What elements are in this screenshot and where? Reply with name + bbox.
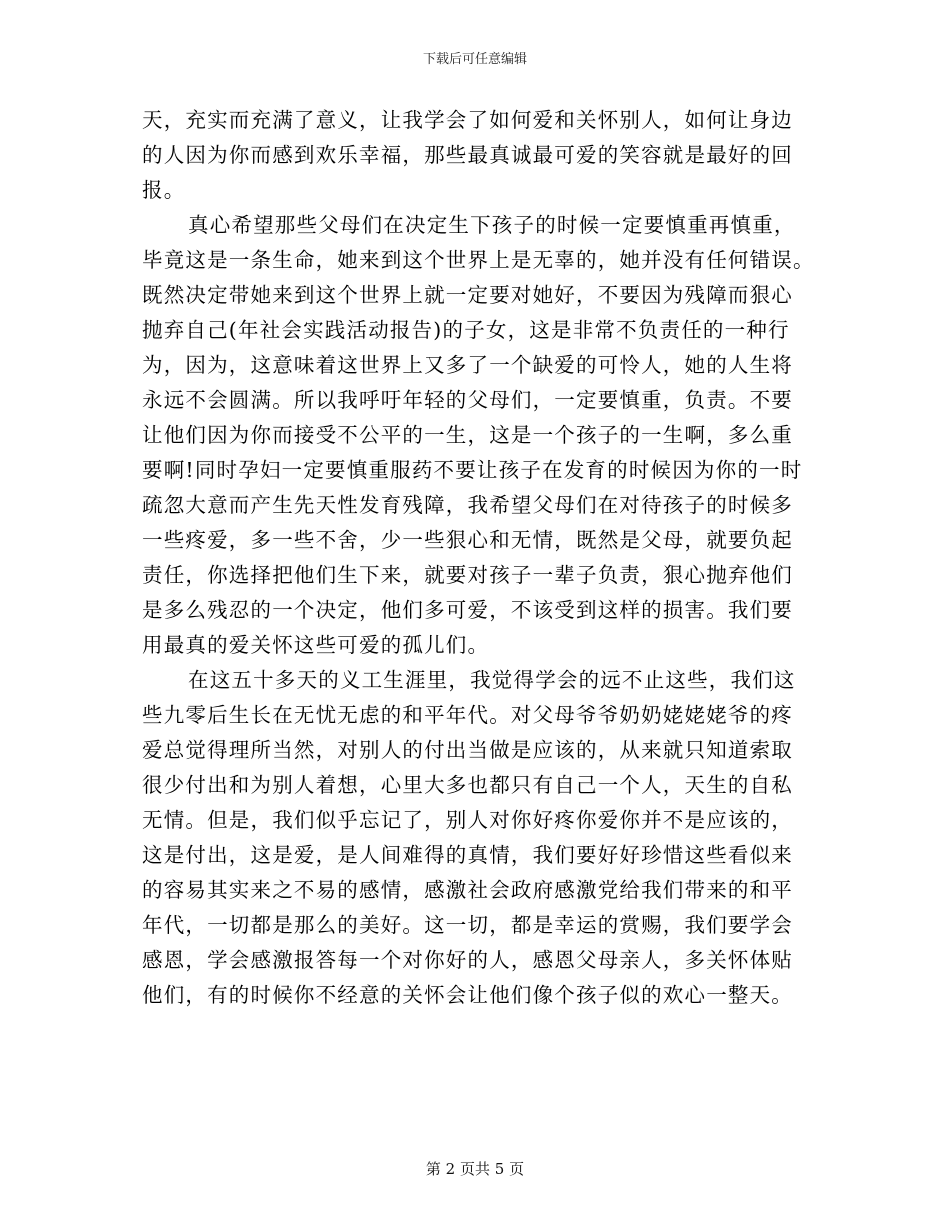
text-line: 很少付出和为别人着想，心里大多也都只有自己一个人，天生的自私	[142, 773, 793, 797]
text-line: 毕竟这是一条生命，她来到这个世界上是无辜的，她并没有任何错误。	[142, 248, 815, 272]
text-line: 要啊!同时孕妇一定要慎重服药不要让孩子在发育的时候因为你的一时	[142, 458, 803, 482]
paragraph-3	[142, 663, 810, 1013]
text-line: 既然决定带她来到这个世界上就一定要对她好，不要因为残障而狠心	[142, 283, 793, 307]
text-line: 责任，你选择把他们生下来，就要对孩子一辈子负责，狠心抛弃他们	[142, 563, 793, 587]
text-line: 用最真的爱关怀这些可爱的孤儿们。	[142, 633, 490, 657]
text-line: 真心希望那些父母们在决定生下孩子的时候一定要慎重再慎重，	[188, 213, 796, 237]
text-line: 感恩，学会感激报答每一个对你好的人，感恩父母亲人，多关怀体贴	[142, 948, 793, 972]
text-line: 爱总觉得理所当然，对别人的付出当做是应该的，从来就只知道索取	[142, 738, 793, 762]
text-line: 疏忽大意而产生先天性发育残障，我希望父母们在对待孩子的时候多	[142, 493, 793, 517]
text-line: 在这五十多天的义工生涯里，我觉得学会的远不止这些，我们这	[188, 668, 796, 692]
page-header: 下载后可任意编辑	[422, 52, 527, 67]
paragraph-2	[142, 208, 815, 663]
text-line: 的容易其实来之不易的感情，感激社会政府感激党给我们带来的和平	[142, 878, 793, 902]
text-line: 是多么残忍的一个决定，他们多可爱，不该受到这样的损害。我们要	[142, 598, 793, 622]
text-line: 抛弃自己(年社会实践活动报告)的子女，这是非常不负责任的一种行	[142, 318, 790, 342]
text-line: 些九零后生长在无忧无虑的和平年代。对父母爷爷奶奶姥姥姥爷的疼	[142, 703, 793, 727]
text-line: 年代，一切都是那么的美好。这一切，都是幸运的赏赐，我们要学会	[142, 913, 793, 937]
text-line: 一些疼爱，多一些不舍，少一些狠心和无情，既然是父母，就要负起	[142, 528, 793, 552]
text-line: 的人因为你而感到欢乐幸福，那些最真诚最可爱的笑容就是最好的回	[142, 143, 793, 167]
text-line: 这是付出，这是爱，是人间难得的真情，我们要好好珍惜这些看似来	[142, 843, 793, 867]
text-line: 他们，有的时候你不经意的关怀会让他们像个孩子似的欢心一整天。	[142, 983, 793, 1007]
text-line: 天，充实而充满了意义，让我学会了如何爱和关怀别人，如何让身边	[142, 108, 793, 132]
text-line: 让他们因为你而接受不公平的一生，这是一个孩子的一生啊，多么重	[142, 423, 793, 447]
text-line: 报。	[142, 178, 186, 202]
paragraph-1	[142, 103, 810, 208]
text-line: 为，因为，这意味着这世界上又多了一个缺爱的可怜人，她的人生将	[142, 353, 793, 377]
document-body	[142, 103, 815, 1013]
text-line: 无情。但是，我们似乎忘记了，别人对你好疼你爱你并不是应该的，	[142, 808, 793, 832]
page-number: 第 2 页共 5 页	[425, 1160, 525, 1178]
text-line: 永远不会圆满。所以我呼吁年轻的父母们，一定要慎重，负责。不要	[142, 388, 793, 412]
